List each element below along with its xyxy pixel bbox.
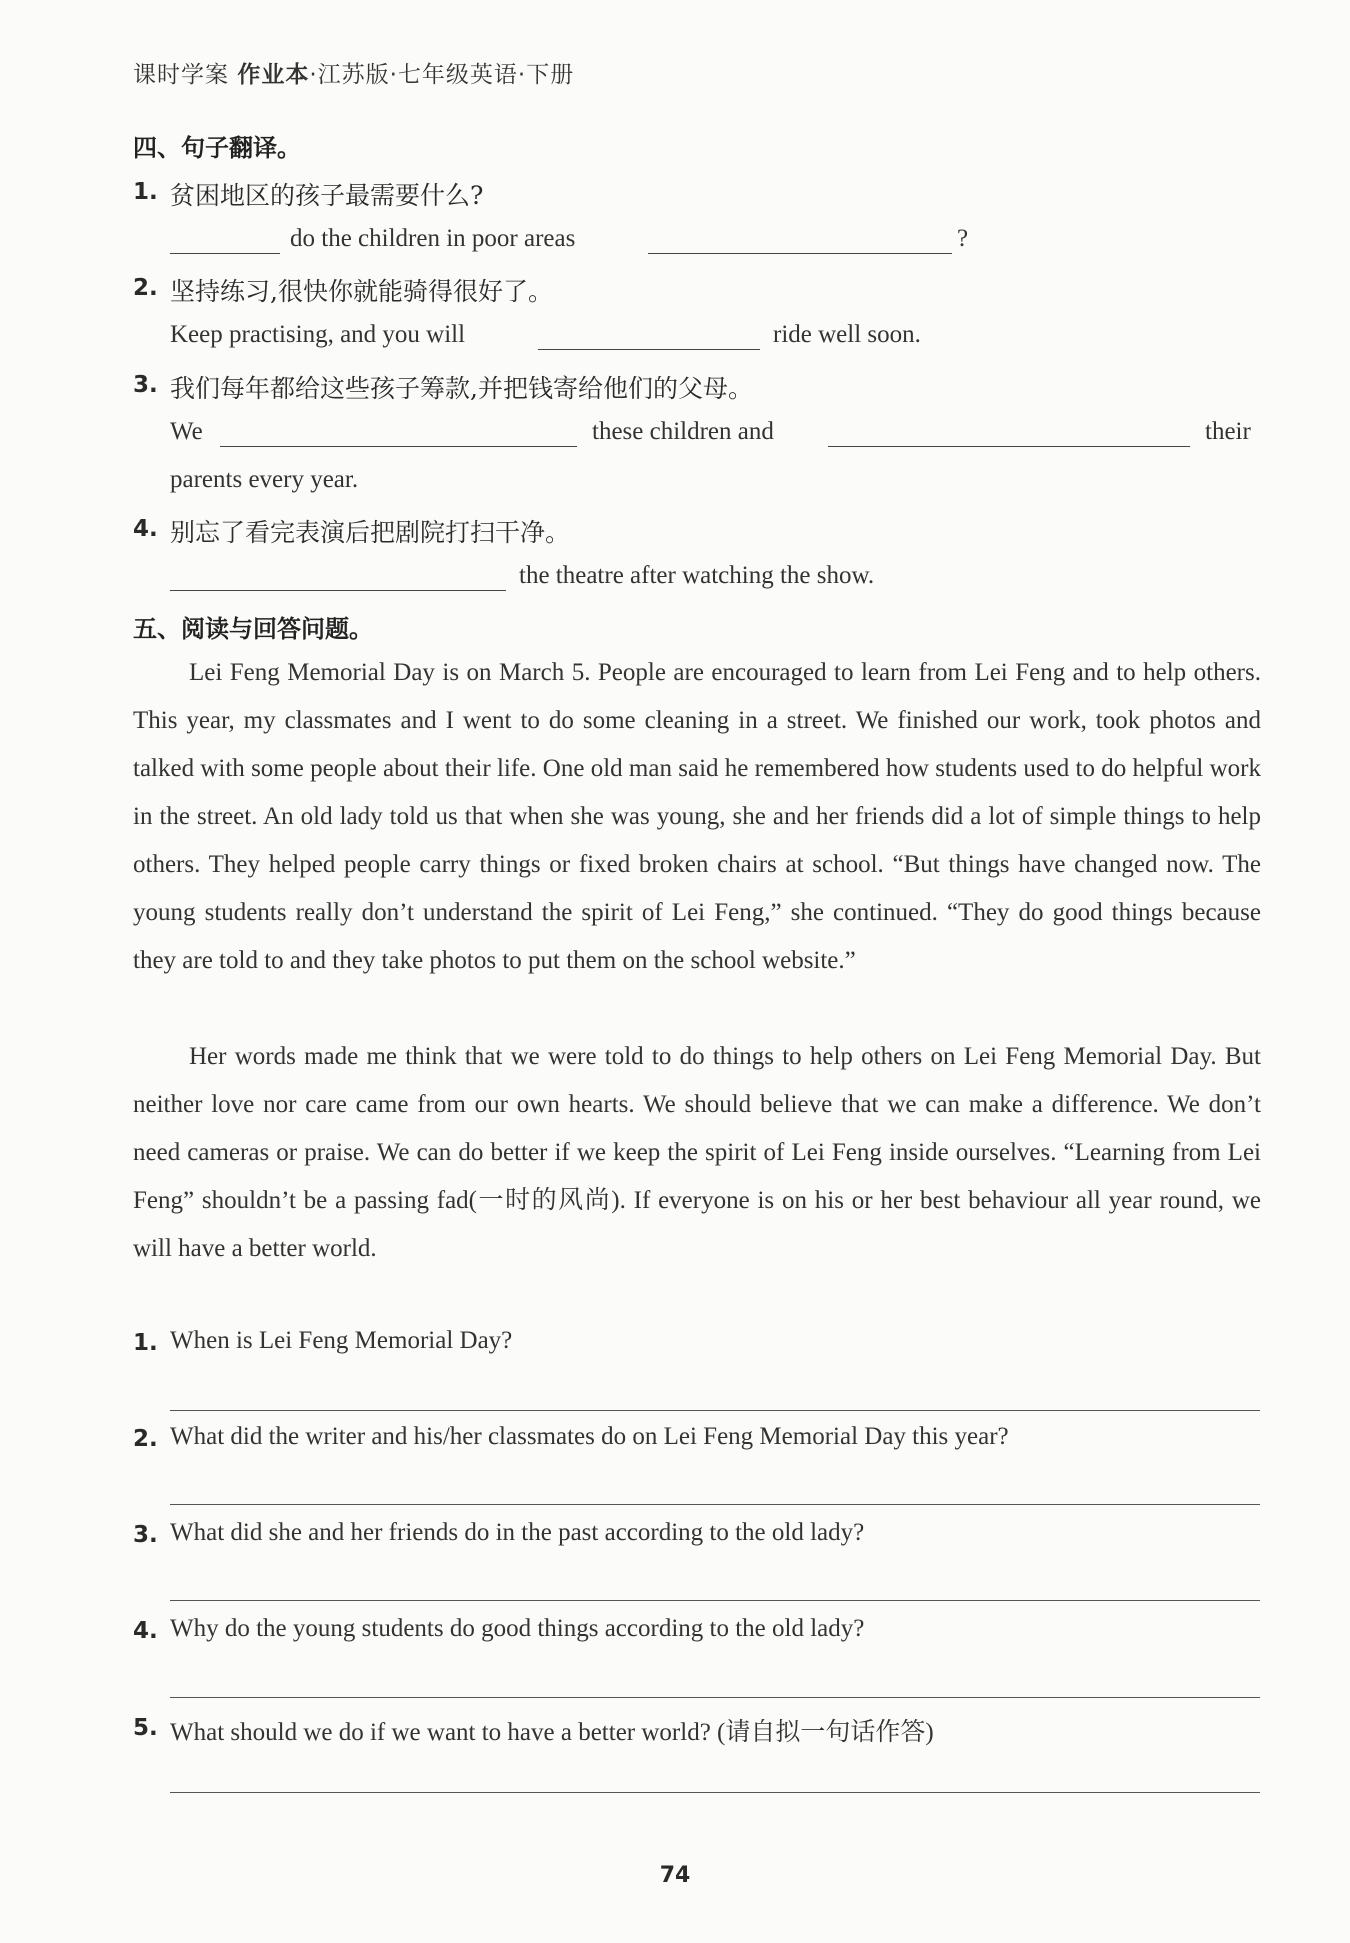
s4-q2-chinese: 坚持练习,很快你就能骑得很好了。	[170, 277, 553, 306]
s5-q2-answer-line[interactable]	[170, 1504, 1260, 1505]
s4-q2-number: 2.	[133, 275, 158, 301]
s5-q4-number: 4.	[133, 1618, 158, 1644]
section4-title: 四、句子翻译。	[133, 134, 301, 162]
s5-q1-text: When is Lei Feng Memorial Day?	[170, 1327, 513, 1354]
s4-q1-number: 1.	[133, 179, 158, 205]
reading-paragraph-1: Lei Feng Memorial Day is on March 5. People are encouraged to learn from Lei Feng and to help others. This year, my classmates and I went to do some cleaning in a street. We finished our work, took photos and talked with some people about their life. One old man said he remembered how students used to do helpful work in the street. An old lady told us that when she was young, she and her friends did a lot of simple things to help others. They helped people carry things or fixed broken chairs at school. “But things have changed now. The young students really don’t understand the spirit of Lei Feng,” she continued. “They do good things because they are told to and they take photos to put them on the school website.”	[133, 659, 1261, 974]
section5-title: 五、阅读与回答问题。	[133, 615, 373, 643]
s4-q3-blank-2[interactable]	[828, 446, 1190, 447]
s5-q1-number: 1.	[133, 1330, 158, 1356]
s4-q2-english-end: ride well soon.	[773, 321, 921, 348]
s4-q3-english-end: their	[1205, 418, 1251, 445]
s5-q5-number: 5.	[133, 1715, 158, 1741]
s4-q1-english-mid: do the children in poor areas	[290, 225, 576, 252]
s4-q4-number: 4.	[133, 516, 158, 542]
header-rest: ·江苏版·七年级英语·下册	[309, 62, 575, 88]
s5-q3-number: 3.	[133, 1522, 158, 1548]
s4-q4-blank[interactable]	[170, 590, 506, 591]
s5-q4-answer-line[interactable]	[170, 1697, 1260, 1698]
s4-q2-english-start: Keep practising, and you will	[170, 321, 466, 348]
s5-q4-text: Why do the young students do good things according to the old lady?	[170, 1615, 865, 1642]
s4-q2-blank[interactable]	[538, 349, 760, 350]
s5-q2-text: What did the writer and his/her classmates do on Lei Feng Memorial Day this year?	[170, 1423, 1009, 1450]
s4-q4-english-end: the theatre after watching the show.	[519, 562, 875, 589]
s4-q3-number: 3.	[133, 372, 158, 398]
s5-q3-text: What did she and her friends do in the past according to the old lady?	[170, 1519, 865, 1546]
s5-q3-answer-line[interactable]	[170, 1600, 1260, 1601]
s5-q1-answer-line[interactable]	[170, 1410, 1260, 1411]
s5-q5-text: What should we do if we want to have a better world? (请自拟一句话作答)	[170, 1719, 934, 1746]
s4-q3-blank-1[interactable]	[220, 446, 577, 447]
header-series: 课时学案	[133, 62, 229, 88]
s4-q3-english-start: We	[170, 418, 203, 445]
header-book: 作业本	[237, 62, 310, 88]
s4-q1-blank-1[interactable]	[170, 253, 280, 254]
s5-q5-answer-line[interactable]	[170, 1792, 1260, 1793]
s5-q2-number: 2.	[133, 1426, 158, 1452]
s4-q1-english-end: ?	[957, 225, 969, 252]
s4-q3-english-mid: these children and	[592, 418, 774, 445]
page-header	[133, 56, 574, 89]
s4-q1-chinese: 贫困地区的孩子最需要什么?	[170, 181, 484, 210]
s4-q3-chinese: 我们每年都给这些孩子筹款,并把钱寄给他们的父母。	[170, 374, 753, 403]
s4-q4-chinese: 别忘了看完表演后把剧院打扫干净。	[170, 518, 571, 547]
s4-q3-english-line2: parents every year.	[170, 466, 359, 493]
s4-q1-blank-2[interactable]	[648, 253, 952, 254]
page-number: 74	[659, 1863, 691, 1888]
reading-paragraph-2: Her words made me think that we were told to do things to help others on Lei Feng Memorial Day. But neither love nor care came from our own hearts. We should believe that we can make a difference. We don’t need cameras or praise. We can do better if we keep the spirit of Lei Feng inside ourselves. “Learning from Lei Feng” shouldn’t be a passing fad(一时的风尚). If everyone is on his or her best behaviour all year round, we will have a better world.	[133, 1043, 1261, 1262]
